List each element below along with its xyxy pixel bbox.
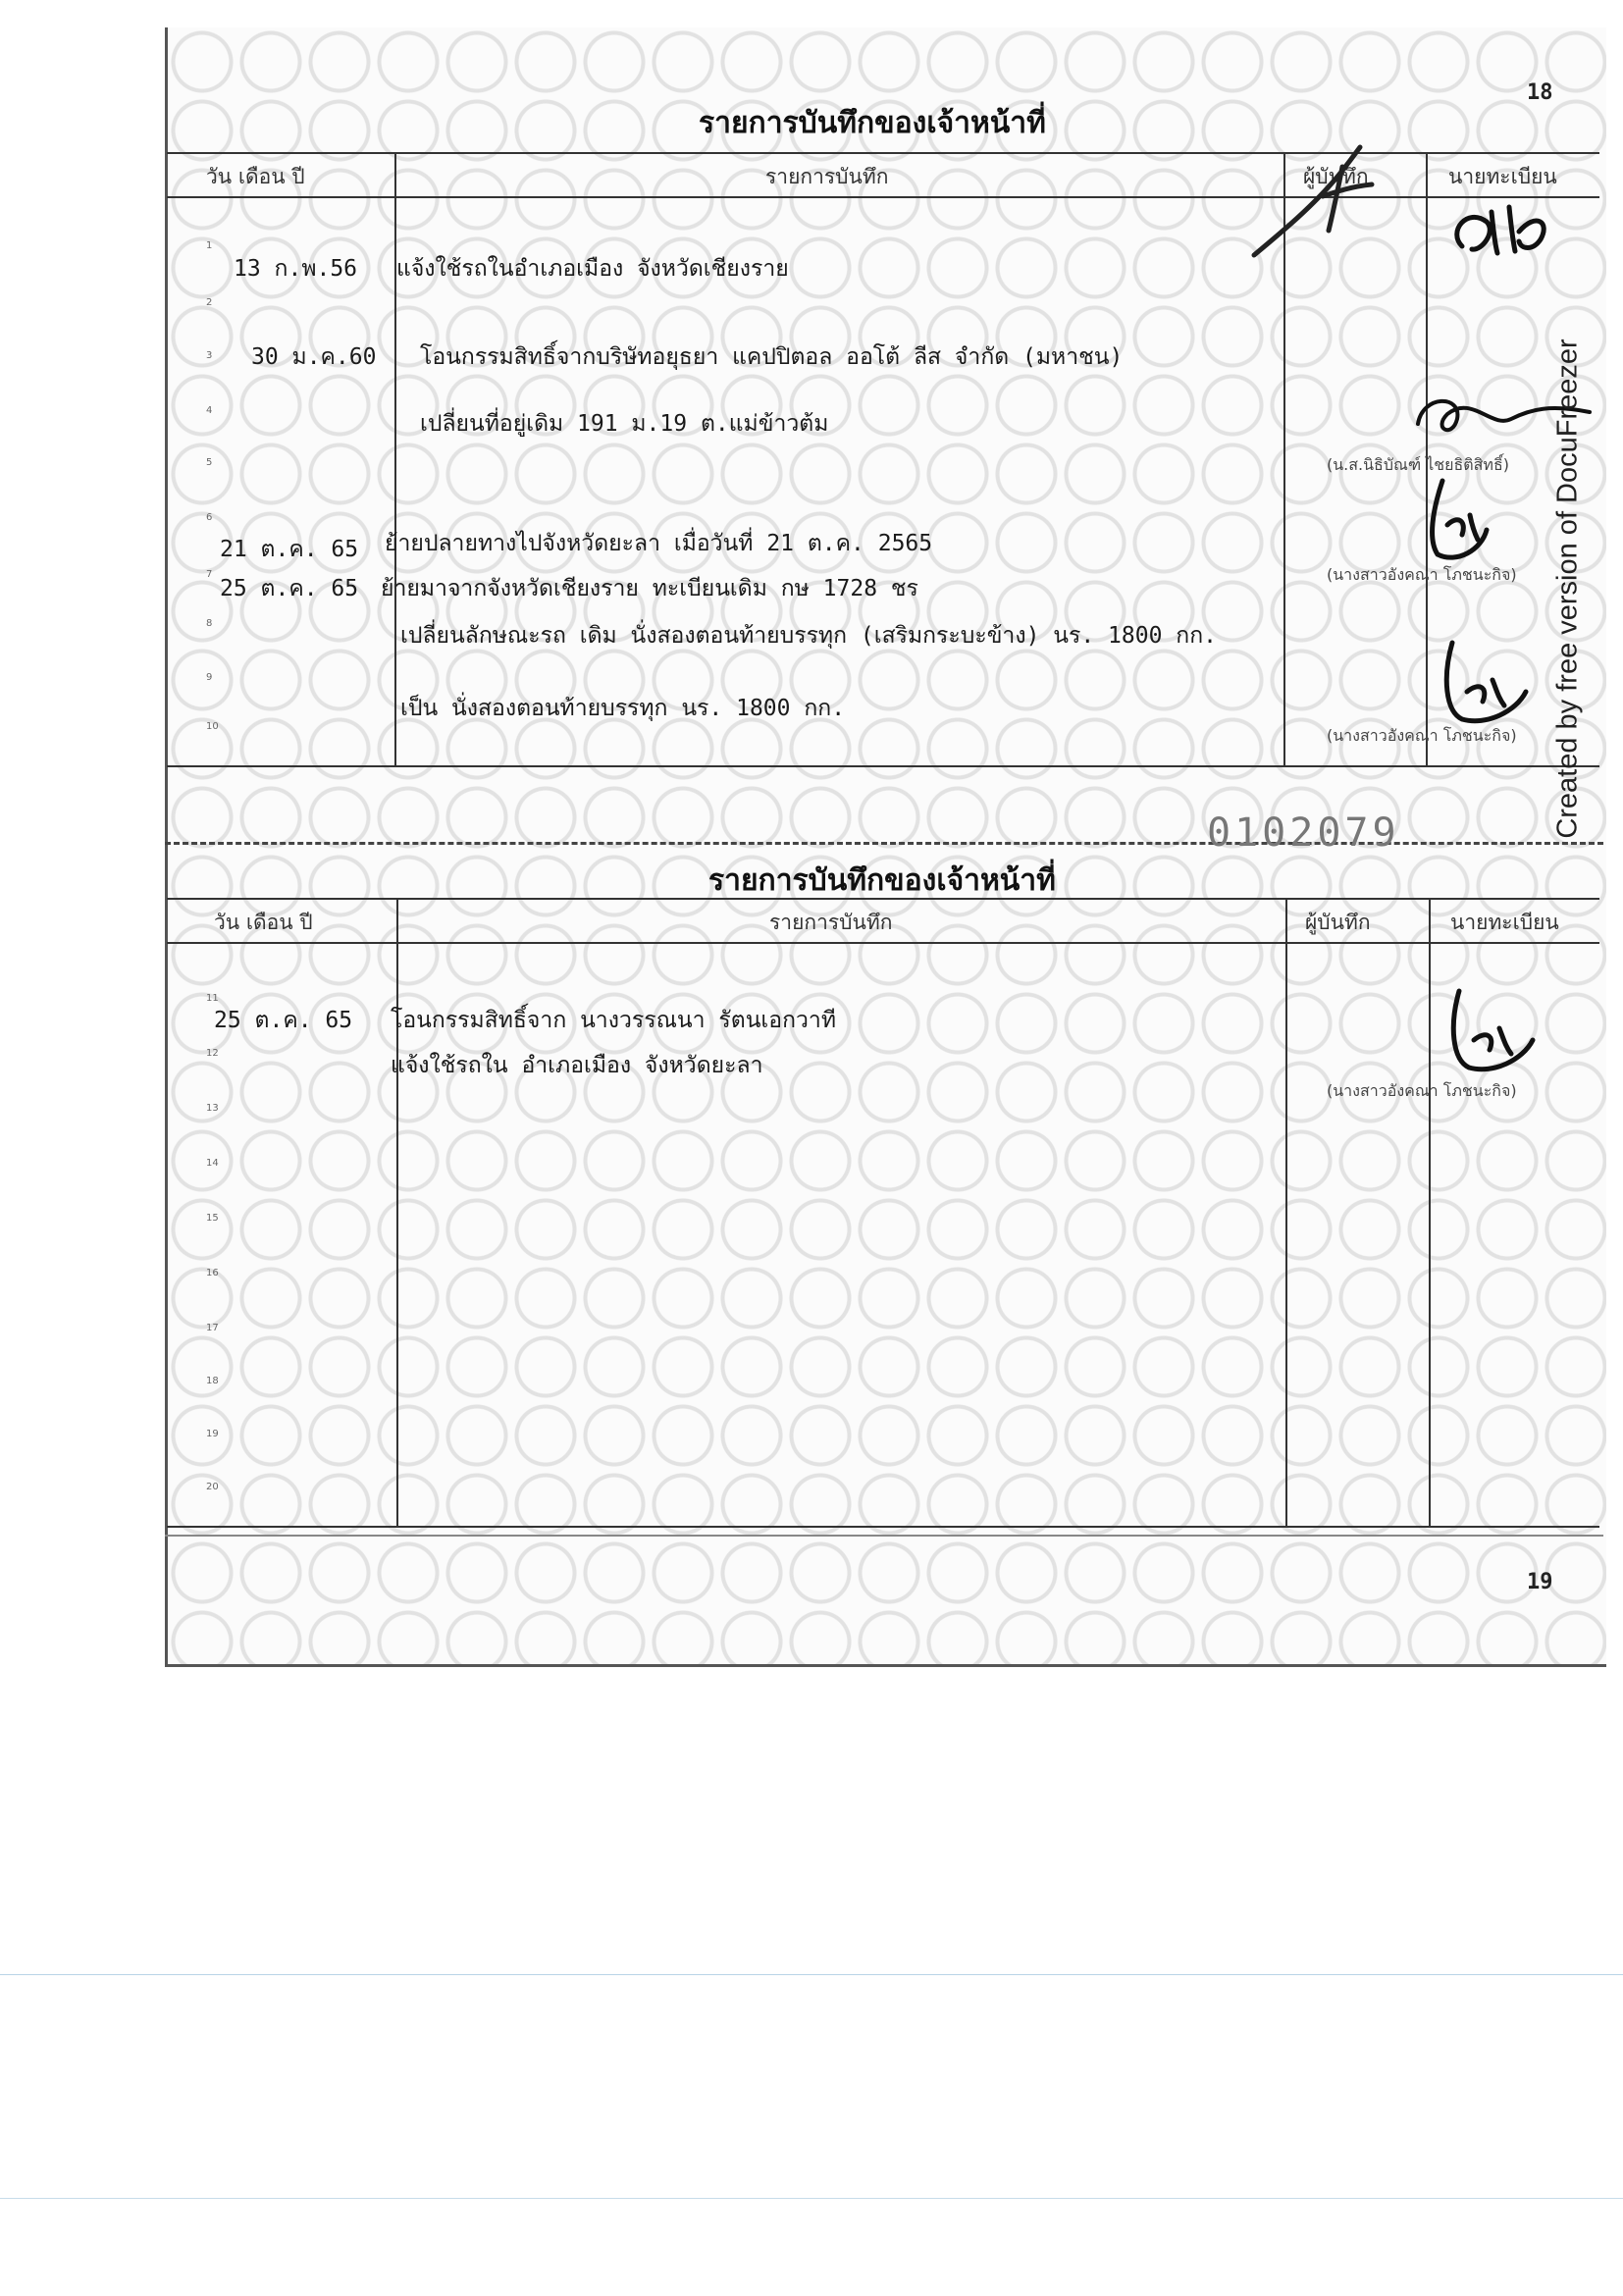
column-divider	[1285, 898, 1287, 1526]
line-number: 5	[206, 457, 213, 468]
line-number: 12	[206, 1048, 219, 1059]
page-separator-line	[165, 1535, 1603, 1537]
line-number: 17	[206, 1323, 219, 1333]
header-recorder: ผู้บันทึก	[1303, 165, 1369, 188]
header-date: วัน เดือน ปี	[214, 911, 313, 934]
page-title-top: รายการบันทึกของเจ้าหน้าที่	[699, 106, 1046, 140]
line-number: 19	[206, 1429, 219, 1439]
registrar-signature	[1428, 633, 1536, 731]
line-number: 6	[206, 512, 213, 523]
serial-fragment: 0102079	[1207, 810, 1400, 856]
entry-text: เปลี่ยนลักษณะรถ เดิม นั่งสองตอนท้ายบรรทุก (เสริมกระบะข้าง) นร. 1800 กก.	[400, 623, 1217, 649]
registrar-signature	[1442, 192, 1560, 271]
line-number: 2	[206, 297, 213, 308]
header-entry: รายการบันทึก	[769, 911, 893, 934]
entry-date: 21 ต.ค. 65	[220, 537, 359, 562]
watermark-text: Created by free version of DocuFreezer	[1551, 339, 1584, 839]
line-number: 15	[206, 1213, 219, 1224]
page-number-top: 18	[1527, 80, 1553, 105]
table-bottom-border	[167, 765, 1599, 767]
scan-artifact-line	[0, 1974, 1623, 1975]
entry-text: แจ้งใช้รถใน อำเภอเมือง จังหวัดยะลา	[391, 1053, 763, 1078]
entry-text: แจ้งใช้รถในอำเภอเมือง จังหวัดเชียงราย	[396, 256, 789, 282]
official-name: (นางสาวอังคณา โภชนะกิจ)	[1327, 1081, 1517, 1100]
entry-text: โอนกรรมสิทธิ์จาก นางวรรณนา รัตนเอกวาที	[391, 1008, 837, 1033]
header-registrar: นายทะเบียน	[1448, 165, 1557, 188]
entry-date: 13 ก.พ.56	[234, 256, 358, 282]
table-bottom-border	[167, 1526, 1599, 1528]
scan-artifact-line	[0, 2198, 1623, 2199]
official-name: (นางสาวอังคณา โภชนะกิจ)	[1327, 565, 1517, 584]
registrar-signature	[1413, 471, 1501, 569]
header-registrar: นายทะเบียน	[1450, 911, 1559, 934]
line-number: 1	[206, 240, 213, 251]
line-number: 13	[206, 1103, 219, 1114]
official-name: (น.ส.นิธิบัณฑ์ ไชยธิติสิทธิ์)	[1327, 455, 1509, 474]
entry-date: 25 ต.ค. 65	[220, 576, 359, 601]
line-number: 11	[206, 993, 219, 1004]
official-name: (นางสาวอังคณา โภชนะกิจ)	[1327, 726, 1517, 745]
entry-text: เปลี่ยนที่อยู่เดิม 191 ม.19 ต.แม่ข้าวต้ม	[420, 411, 829, 437]
entry-text: ย้ายปลายทางไปจังหวัดยะลา เมื่อวันที่ 21 ต.ค. 2565	[385, 531, 933, 556]
entry-date: 30 ม.ค.60	[251, 344, 377, 370]
registrar-signature	[1435, 981, 1543, 1079]
line-number: 14	[206, 1158, 219, 1169]
entry-text: โอนกรรมสิทธิ์จากบริษัทอยุธยา แคปปิตอล ออโต้ ลีส จำกัด (มหาชน)	[420, 344, 1124, 370]
line-number: 9	[206, 672, 213, 683]
page-number-bottom: 19	[1527, 1570, 1553, 1594]
line-number: 8	[206, 618, 213, 629]
entry-date: 25 ต.ค. 65	[214, 1008, 353, 1033]
entry-text: ย้ายมาจากจังหวัดเชียงราย ทะเบียนเดิม กษ 1728 ชร	[381, 576, 918, 601]
table-top-border	[167, 898, 1599, 900]
header-entry: รายการบันทึก	[765, 165, 889, 188]
line-number: 4	[206, 405, 213, 416]
header-recorder: ผู้บันทึก	[1305, 911, 1371, 934]
column-divider	[394, 152, 396, 765]
line-number: 3	[206, 350, 213, 361]
table-header-border	[167, 942, 1599, 944]
line-number: 7	[206, 569, 213, 580]
header-date: วัน เดือน ปี	[206, 165, 305, 188]
line-number: 16	[206, 1268, 219, 1278]
page-title-bottom: รายการบันทึกของเจ้าหน้าที่	[708, 863, 1056, 898]
column-divider	[396, 898, 398, 1526]
line-number: 20	[206, 1482, 219, 1492]
line-number: 18	[206, 1376, 219, 1386]
column-divider	[1429, 898, 1431, 1526]
line-number: 10	[206, 721, 219, 732]
entry-text: เป็น นั่งสองตอนท้ายบรรทุก นร. 1800 กก.	[400, 696, 846, 721]
recorder-signature	[1244, 137, 1401, 265]
